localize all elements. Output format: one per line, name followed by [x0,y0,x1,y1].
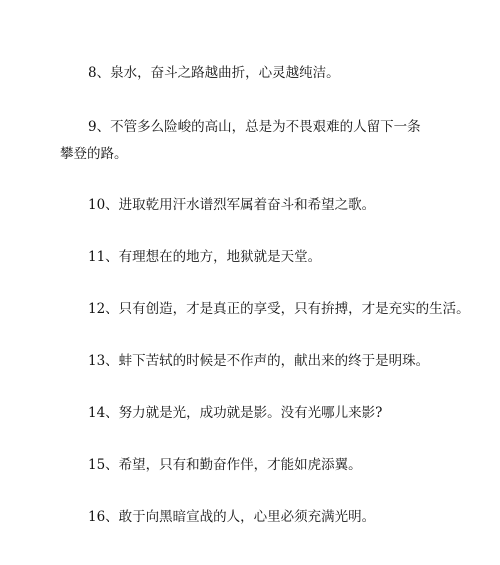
quote-item-14: 14、努力就是光，成功就是影。没有光哪儿来影? [88,405,383,421]
quote-item-16: 16、敢于向黑暗宣战的人，心里必须充满光明。 [88,509,376,525]
quote-item-9: 9、不管多么险峻的高山，总是为不畏艰难的人留下一条攀登的路。 [60,119,421,162]
quote-item-12: 12、只有创造，才是真正的享受，只有拚搏，才是充实的生活。 [88,301,470,317]
quote-item-11: 11、有理想在的地方，地狱就是天堂。 [88,249,322,265]
quote-item-13: 13、蚌下苦轼的时候是不作声的，献出来的终于是明珠。 [88,353,430,369]
quote-item-10: 10、进取乾用汗水谱烈军属着奋斗和希望之歌。 [88,197,376,213]
quote-item-15: 15、希望，只有和勤奋作伴，才能如虎添翼。 [88,457,362,473]
quote-item-8: 8、泉水，奋斗之路越曲折，心灵越纯洁。 [88,65,340,81]
